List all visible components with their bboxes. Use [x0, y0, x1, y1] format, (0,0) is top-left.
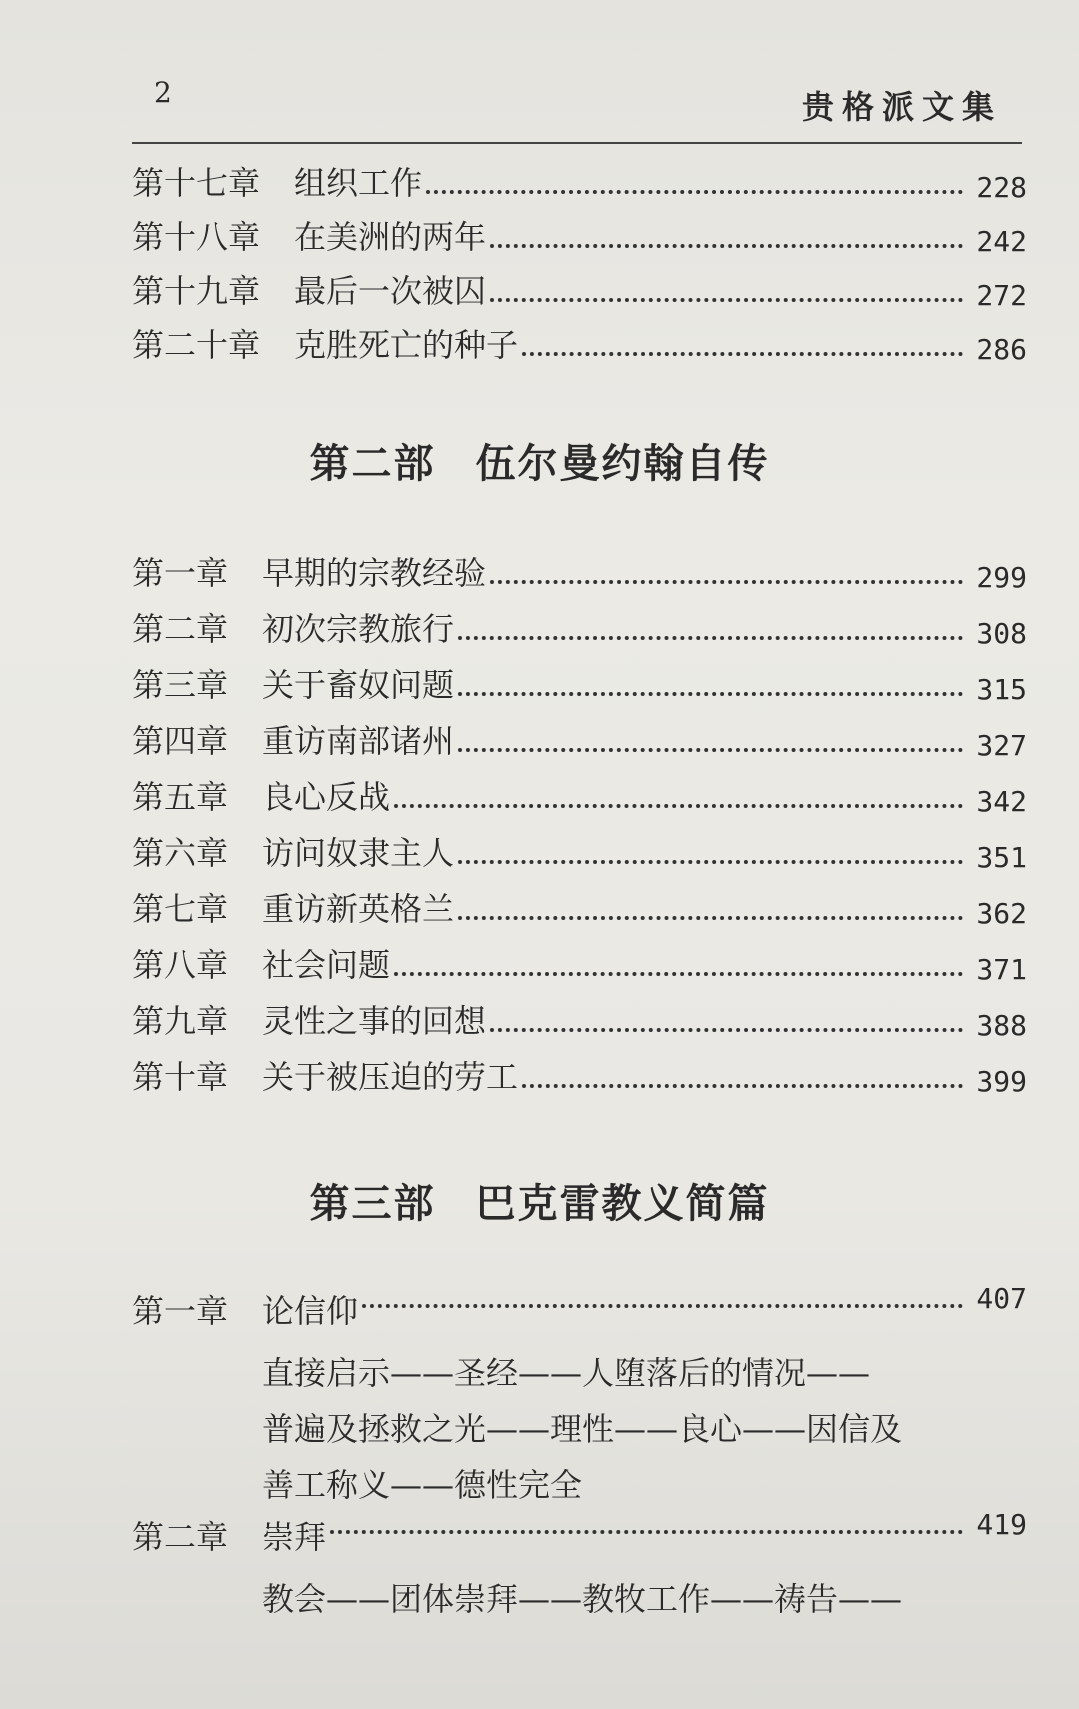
- dot-leader: [458, 916, 963, 920]
- chapter-title: 组织工作: [294, 164, 423, 202]
- chapter-number: 第十九章: [132, 272, 261, 310]
- dot-leader: [394, 972, 963, 976]
- dot-leader: [522, 1084, 963, 1088]
- chapter-number: 第二章: [132, 610, 229, 648]
- chapter-title: 论信仰: [262, 1292, 359, 1330]
- chapter-title: 访问奴隶主人: [262, 834, 455, 872]
- page-ref: 228: [976, 171, 1027, 204]
- page-ref: 286: [976, 333, 1027, 366]
- dot-leader: [490, 1028, 963, 1032]
- chapter-title: 社会问题: [262, 946, 391, 984]
- chapter-number: 第五章: [132, 778, 229, 816]
- page-ref: 327: [976, 729, 1027, 762]
- chapter-subtopics-line: 教会——团体崇拜——教牧工作——祷告——: [262, 1580, 903, 1618]
- page-ref: 388: [976, 1009, 1027, 1042]
- toc-entry: [132, 264, 1027, 312]
- chapter-number: 第十章: [132, 1058, 229, 1096]
- chapter-title: 崇拜: [262, 1518, 327, 1556]
- chapter-title: 初次宗教旅行: [262, 610, 455, 648]
- page-ref: 362: [976, 897, 1027, 930]
- running-title: 贵格派文集: [801, 88, 1002, 126]
- page-header: [132, 70, 1022, 144]
- chapter-title: 在美洲的两年: [294, 218, 487, 256]
- chapter-number: 第一章: [132, 554, 229, 592]
- dot-leader: [458, 860, 963, 864]
- chapter-number: 第八章: [132, 946, 229, 984]
- page-ref: 399: [976, 1065, 1027, 1098]
- toc-entry: [132, 770, 1027, 818]
- toc-entry: [132, 156, 1027, 204]
- dot-leader: [330, 1530, 963, 1534]
- chapter-title: 早期的宗教经验: [262, 554, 487, 592]
- chapter-number: 第十八章: [132, 218, 261, 256]
- chapter-title: 重访新英格兰: [262, 890, 455, 928]
- dot-leader: [458, 748, 963, 752]
- chapter-number: 第三章: [132, 666, 229, 704]
- toc-entry: [132, 882, 1027, 930]
- chapter-number: 第十七章: [132, 164, 261, 202]
- page-number: 2: [154, 76, 172, 109]
- chapter-number: 第二十章: [132, 326, 261, 364]
- chapter-title: 最后一次被囚: [294, 272, 487, 310]
- chapter-title: 关于畜奴问题: [262, 666, 455, 704]
- chapter-subtopics-line: 善工称义——德性完全: [262, 1466, 583, 1504]
- chapter-number: 第四章: [132, 722, 229, 760]
- chapter-title: 灵性之事的回想: [262, 1002, 487, 1040]
- chapter-number: 第一章: [132, 1292, 229, 1330]
- part-heading: [0, 432, 1079, 489]
- chapter-title: 关于被压迫的劳工: [262, 1058, 519, 1096]
- toc-entry: [132, 1050, 1027, 1098]
- page-ref: 308: [976, 617, 1027, 650]
- toc-entry: [132, 994, 1027, 1042]
- part-title-text: 伍尔曼约翰自传: [475, 441, 770, 487]
- dot-leader: [458, 636, 963, 640]
- chapter-subtopics-line: 普遍及拯救之光——理性——良心——因信及: [262, 1410, 903, 1448]
- page-ref: 299: [976, 561, 1027, 594]
- dot-leader: [362, 1304, 963, 1308]
- dot-leader: [426, 190, 963, 194]
- toc-entry: [132, 210, 1027, 258]
- toc-entry: [132, 1510, 1027, 1558]
- toc-entry: [132, 714, 1027, 762]
- part-title-text: 巴克雷教义简篇: [475, 1181, 770, 1227]
- chapter-number: 第二章: [132, 1518, 229, 1556]
- toc-entry: [132, 1284, 1027, 1332]
- toc-entry: [132, 938, 1027, 986]
- chapter-title: 重访南部诸州: [262, 722, 455, 760]
- part-label: 第三部: [309, 1181, 436, 1227]
- page-ref: 242: [976, 225, 1027, 258]
- chapter-title: 克胜死亡的种子: [294, 326, 519, 364]
- toc-entry: [132, 826, 1027, 874]
- toc-entry: [132, 318, 1027, 366]
- page-ref: 407: [976, 1282, 1027, 1315]
- dot-leader: [490, 298, 963, 302]
- chapter-number: 第九章: [132, 1002, 229, 1040]
- dot-leader: [490, 580, 963, 584]
- page-ref: 272: [976, 279, 1027, 312]
- chapter-subtopics-line: 直接启示——圣经——人堕落后的情况——: [262, 1354, 871, 1392]
- page-ref: 419: [976, 1508, 1027, 1541]
- chapter-title: 良心反战: [262, 778, 391, 816]
- part-label: 第二部: [309, 441, 436, 487]
- part-heading: [0, 1172, 1079, 1229]
- chapter-number: 第六章: [132, 834, 229, 872]
- chapter-number: 第七章: [132, 890, 229, 928]
- dot-leader: [458, 692, 963, 696]
- toc-entry: [132, 546, 1027, 594]
- dot-leader: [490, 244, 963, 248]
- page-ref: 342: [976, 785, 1027, 818]
- toc-entry: [132, 602, 1027, 650]
- page-ref: 351: [976, 841, 1027, 874]
- page-ref: 371: [976, 953, 1027, 986]
- dot-leader: [394, 804, 963, 808]
- page-ref: 315: [976, 673, 1027, 706]
- dot-leader: [522, 352, 963, 356]
- toc-entry: [132, 658, 1027, 706]
